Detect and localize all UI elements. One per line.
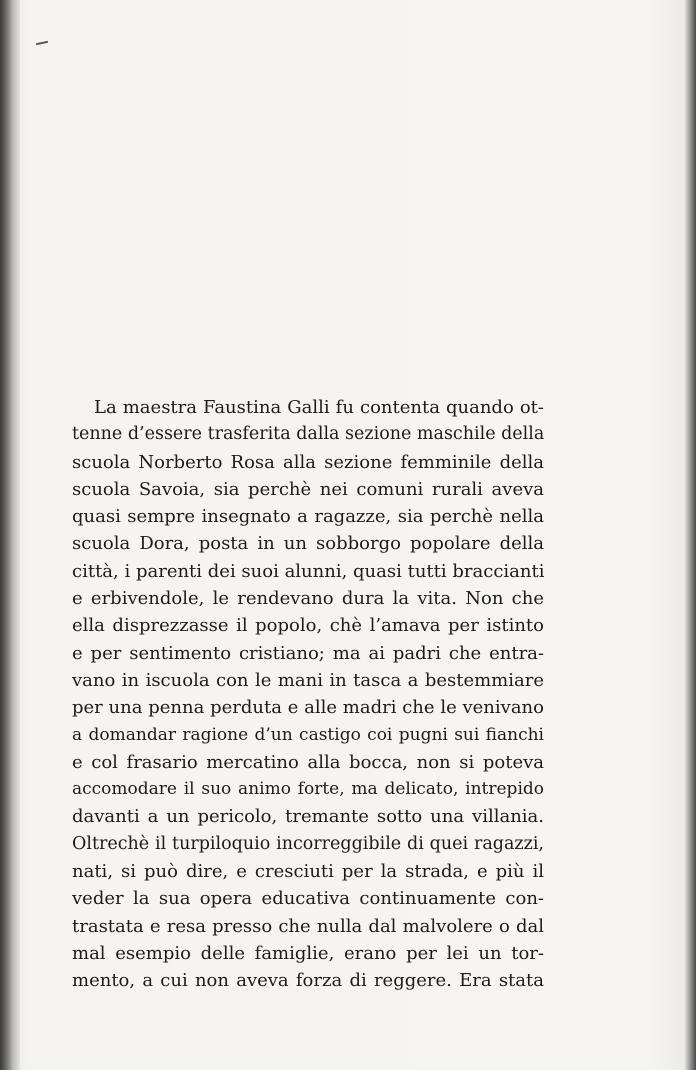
text-line: per una penna perduta e alle madri che le venivano — [72, 697, 544, 719]
binding-shadow-left — [0, 0, 20, 1070]
body-paragraph — [72, 394, 544, 995]
text-line: scuola Dora, posta in un sobborgo popolare della — [72, 533, 544, 555]
text-line: e col frasario mercatino alla bocca, non si poteva — [72, 751, 544, 773]
text-line: mal esempio delle famiglie, erano per lei un tor- — [72, 942, 544, 964]
text-line: accomodare il suo animo forte, ma delicato, intrepido — [72, 779, 544, 800]
text-line: città, i parenti dei suoi alunni, quasi tutti braccianti — [72, 560, 544, 582]
text-line: Oltrechè il turpiloquio incorreggibile di quei ragazzi, — [72, 833, 544, 854]
text-line: scuola Norberto Rosa alla sezione femminile della — [72, 451, 544, 473]
text-line: tenne d’essere trasferita dalla sezione maschile della — [72, 424, 544, 445]
text-line: a domandar ragione d’un castigo coi pugni sui fianchi — [72, 724, 544, 745]
text-line: davanti a un pericolo, tremante sotto una villania. — [72, 806, 544, 828]
text-line: scuola Savoia, sia perchè nei comuni rurali aveva — [72, 478, 544, 500]
text-line: veder la sua opera educativa continuamente con- — [72, 888, 544, 910]
text-line: vano in iscuola con le mani in tasca a bestemmiare — [72, 669, 544, 691]
text-line: e per sentimento cristiano; ma ai padri che entra- — [72, 642, 544, 664]
page-edge-right — [684, 0, 696, 1070]
text-line: quasi sempre insegnato a ragazze, sia perchè nella — [72, 506, 544, 528]
text-line: e erbivendole, le rendevano dura la vita. Non che — [72, 588, 544, 610]
text-line: trastata e resa presso che nulla dal malvolere o dal — [72, 915, 544, 937]
text-line: nati, si può dire, e cresciuti per la strada, e più il — [72, 861, 544, 883]
text-line: ella disprezzasse il popolo, chè l’amava per istinto — [72, 615, 544, 637]
text-line: mento, a cui non aveva forza di reggere. Era stata — [72, 970, 544, 992]
text-line: La maestra Faustina Galli fu contenta quando ot- — [94, 397, 544, 418]
